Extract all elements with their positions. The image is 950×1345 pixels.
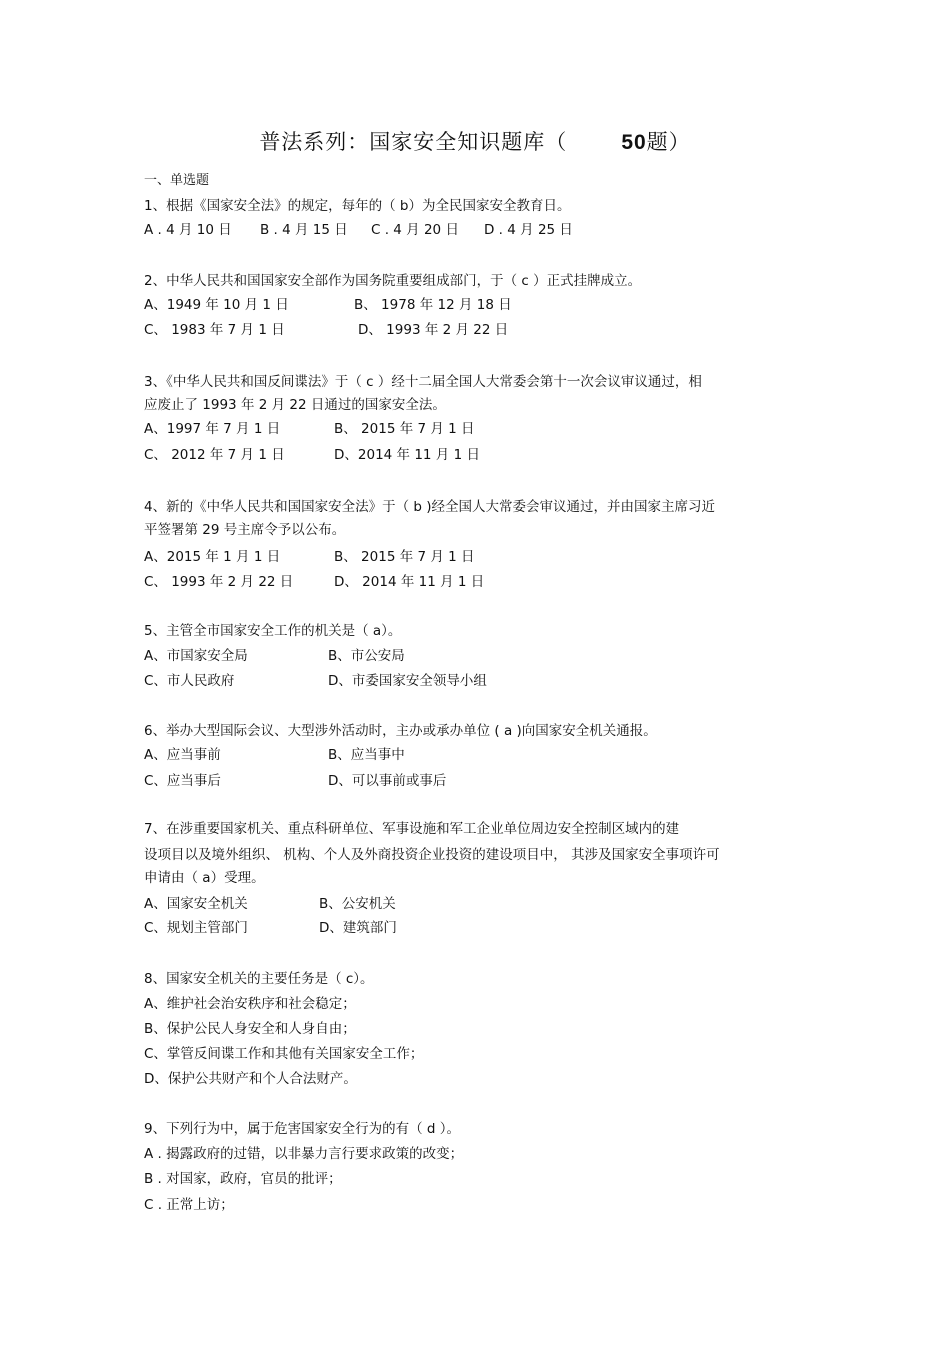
option-c: C . 4 月 20 日 <box>371 222 459 238</box>
option-c: C、规划主管部门 <box>144 920 248 936</box>
option-b: B、 1978 年 12 月 18 日 <box>354 297 512 313</box>
question-8-option-a: A、维护社会治安秩序和社会稳定； <box>144 996 356 1012</box>
section-heading: 一、单选题 <box>144 173 210 188</box>
question-6-stem: 6、举办大型国际会议、大型涉外活动时，主办或承办单位 ( a )向国家安全机关通报。 <box>144 723 657 739</box>
question-8-option-c: C、掌管反间谍工作和其他有关国家安全工作； <box>144 1046 424 1062</box>
question-7-stem-line-1: 7、在涉重要国家机关、重点科研单位、军事设施和军工企业单位周边安全控制区域内的建 <box>144 821 680 837</box>
question-8-option-d: D、保护公共财产和个人合法财产。 <box>144 1071 357 1087</box>
option-c: C、 1993 年 2 月 22 日 <box>144 574 294 590</box>
option-c: C、 2012 年 7 月 1 日 <box>144 447 285 463</box>
option-d: D、 2014 年 11 月 1 日 <box>334 574 485 590</box>
option-c: C、 1983 年 7 月 1 日 <box>144 322 285 338</box>
option-a: A、2015 年 1 月 1 日 <box>144 549 281 565</box>
question-5-stem: 5、主管全市国家安全工作的机关是（ a）。 <box>144 623 402 639</box>
question-4-stem-line-2: 平签署第 29 号主席令予以公布。 <box>144 522 346 538</box>
question-2-stem: 2、中华人民共和国国家安全部作为国务院重要组成部门，于（ c ）正式挂牌成立。 <box>144 273 642 289</box>
title-suffix: 题） <box>646 130 691 154</box>
option-d: D、市委国家安全领导小组 <box>328 673 487 689</box>
question-9-option-b: B . 对国家，政府，官员的批评； <box>144 1171 342 1187</box>
option-a: A、应当事前 <box>144 747 221 763</box>
option-b: B、市公安局 <box>328 648 405 664</box>
option-b: B、 2015 年 7 月 1 日 <box>334 549 475 565</box>
title-count: 50 <box>621 131 647 154</box>
question-8-stem: 8、国家安全机关的主要任务是（ c）。 <box>144 971 374 987</box>
question-7-stem-line-2: 设项目以及境外组织、 机构、个人及外商投资企业投资的建设项目中， 其涉及国家安全事项许可 <box>144 847 720 863</box>
option-a: A、1949 年 10 月 1 日 <box>144 297 289 313</box>
question-9-option-c: C . 正常上访； <box>144 1197 234 1213</box>
option-a: A . 4 月 10 日 <box>144 222 232 238</box>
option-b: B、应当事中 <box>328 747 405 763</box>
question-1-stem: 1、根据《国家安全法》的规定，每年的（ b）为全民国家安全教育日。 <box>144 198 571 214</box>
option-d: D、建筑部门 <box>319 920 397 936</box>
option-d: D、2014 年 11 月 1 日 <box>334 447 480 463</box>
option-a: A、1997 年 7 月 1 日 <box>144 421 281 437</box>
question-4-stem-line-1: 4、新的《中华人民共和国国家安全法》于（ b )经全国人大常委会审议通过，并由国家主席习近 <box>144 499 716 515</box>
option-d: D、可以事前或事后 <box>328 773 447 789</box>
option-c: C、市人民政府 <box>144 673 235 689</box>
question-3-stem-line-2: 应废止了 1993 年 2 月 22 日通过的国家安全法。 <box>144 397 446 413</box>
question-9-option-a: A . 揭露政府的过错，以非暴力言行要求政策的改变； <box>144 1146 464 1162</box>
page-title <box>0 126 950 156</box>
option-a: A、国家安全机关 <box>144 896 248 912</box>
option-b: B . 4 月 15 日 <box>260 222 348 238</box>
option-b: B、公安机关 <box>319 896 396 912</box>
option-d: D . 4 月 25 日 <box>484 222 573 238</box>
question-3-stem-line-1: 3、《中华人民共和国反间谍法》于（ c ）经十二届全国人大常委会第十一次会议审议通过，相 <box>144 374 702 390</box>
question-7-stem-line-3: 申请由（ a）受理。 <box>144 870 265 886</box>
option-c: C、应当事后 <box>144 773 221 789</box>
question-8-option-b: B、保护公民人身安全和人身自由； <box>144 1021 356 1037</box>
option-b: B、 2015 年 7 月 1 日 <box>334 421 475 437</box>
option-a: A、市国家安全局 <box>144 648 248 664</box>
option-d: D、 1993 年 2 月 22 日 <box>358 322 509 338</box>
question-9-stem: 9、下列行为中，属于危害国家安全行为的有（ d ）。 <box>144 1121 460 1137</box>
title-text: 普法系列：国家安全知识题库（ <box>259 130 568 154</box>
